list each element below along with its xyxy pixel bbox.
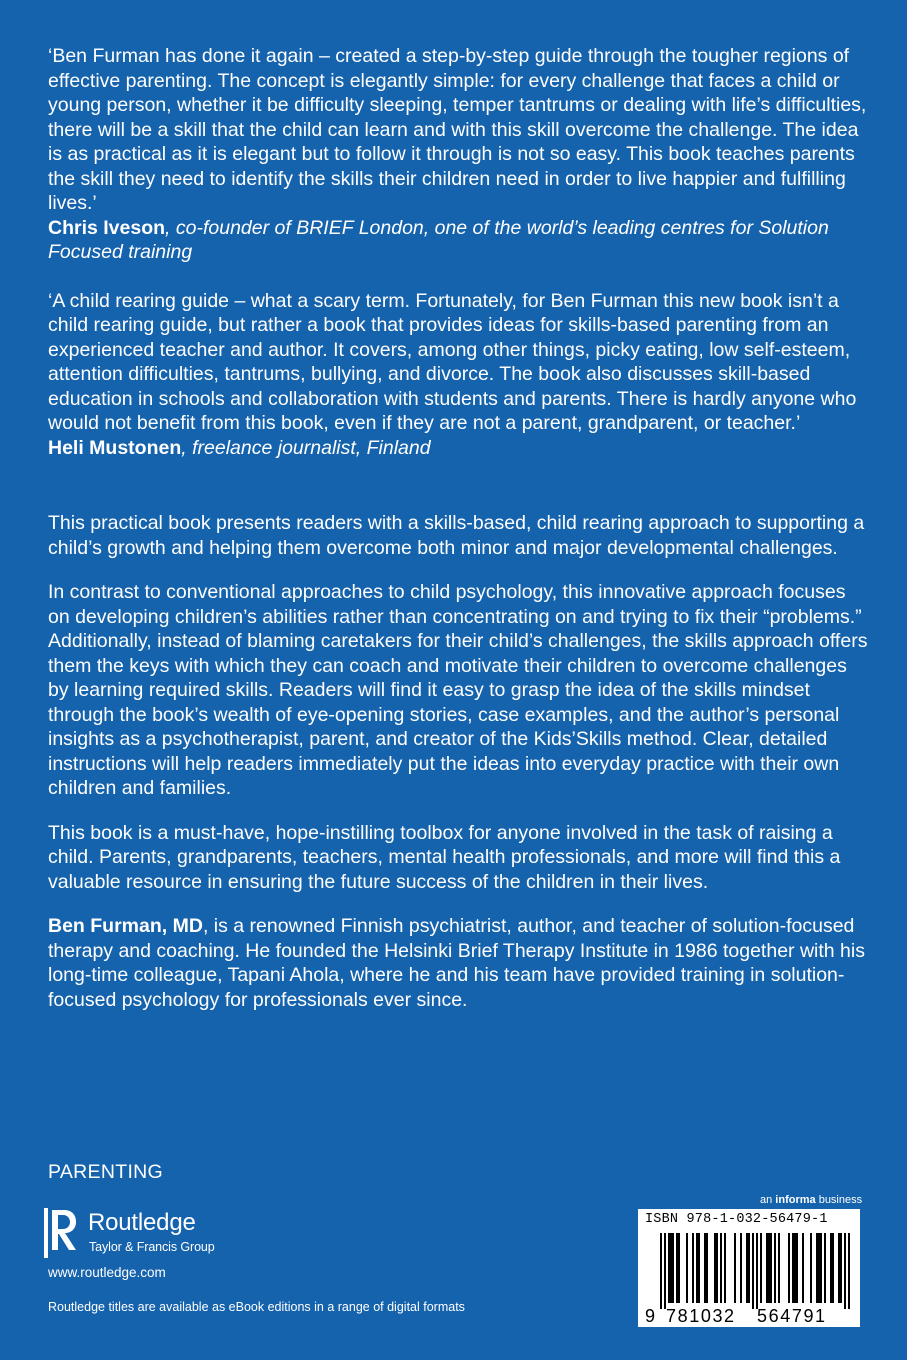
barcode-bar — [802, 1233, 804, 1303]
barcode-bar — [660, 1233, 662, 1309]
barcode-bar — [820, 1233, 822, 1303]
informa-brand: informa — [775, 1194, 816, 1206]
description-paragraph-3: This book is a must-have, hope-instilling toolbox for anyone involved in the task of raising a child. Parents, grandparents, teachers, mental health professionals, and more will find this a valuable resource in ensuring the future success of the children in their lives. — [48, 821, 841, 893]
barcode-bar — [844, 1233, 846, 1309]
barcode-bar — [696, 1233, 698, 1303]
barcode-bar — [768, 1233, 770, 1303]
barcode-bar — [734, 1233, 736, 1303]
barcode-bar — [818, 1233, 820, 1303]
barcode-bar — [672, 1233, 674, 1303]
endorsement-1-affiliation: , co-founder of BRIEF London, one of the world’s leading centres for Solution Focused training — [48, 216, 829, 263]
barcode-bar — [664, 1233, 666, 1309]
barcode-bar — [686, 1233, 688, 1303]
barcode-bar — [698, 1233, 700, 1303]
description-paragraph-1: This practical book presents readers with a skills-based, child rearing approach to supporting a child’s growth and helping them overcome both minor and major developmental challenges. — [48, 512, 865, 559]
endorsement-2-author: Heli Mustonen — [48, 436, 182, 459]
barcode-bar — [796, 1233, 798, 1303]
author-name: Ben Furman, MD — [48, 915, 203, 937]
endorsement-1-author: Chris Iveson — [48, 216, 166, 239]
publisher-logo — [38, 1206, 298, 1266]
barcode-bar — [740, 1233, 742, 1303]
ean-left-group: 781032 — [666, 1306, 736, 1326]
cover-text — [48, 44, 868, 1032]
barcode-bar — [788, 1233, 790, 1303]
barcode-bar — [720, 1233, 722, 1303]
publisher-url[interactable]: www.routledge.com — [48, 1265, 166, 1280]
endorsement-1-text: ‘Ben Furman has done it again – created a step-by-step guide through the tougher regions of effective parenting. The concept is elegantly simple: for every challenge that faces a child or young person, whether it be difficulty sleeping, temper tantrums or dealing with life’s difficulties, there will be a skill that the child can learn and with this skill overcome the challenge. The idea is as practical as it is elegant but to follow it through is not so easy. This book teaches parents the skill they need to identify the skills their children need in order to live happier and fulfilling lives.’ — [48, 45, 867, 214]
barcode-bar — [704, 1233, 706, 1303]
barcode-bar — [756, 1233, 758, 1309]
barcode-bar — [716, 1233, 718, 1303]
description-paragraph-2: In contrast to conventional approaches to child psychology, this innovative approach focuses on developing children’s abilities rather than concentrating on and trying to fix their “problems.” Additionally, instead of blaming caretakers for their child’s challenges, the skills approach offers them the keys with which they can coach and motivate their children to overcome challenges by learning required skills. Readers will find it easy to grasp the idea of the skills mindset through the book’s wealth of eye-opening stories, case examples, and the author’s personal insights as a psychotherapist, parent, and creator of the Kids’Skills method. Clear, detailed instructions will help readers immediately put the ideas into everyday practice with their own children and families. — [48, 581, 868, 799]
endorsement-2 — [48, 289, 868, 461]
barcode-bar — [746, 1233, 748, 1303]
barcode-bar — [668, 1233, 670, 1303]
informa-tagline: an informa business — [760, 1194, 863, 1206]
ean-right-group: 564791 — [757, 1306, 827, 1326]
author-bio-text: , is a renowned Finnish psychiatrist, author, and teacher of solution-focused therapy and coaching. He founded the Helsinki Brief Therapy Institute in 1986 together with his long-time colleague, Tapani Ahola, where he and his team have provided training in solution-focused psychology for professionals ever since. — [48, 915, 865, 1011]
barcode-bar — [678, 1233, 680, 1303]
barcode-bar — [778, 1233, 780, 1303]
barcode-bar — [830, 1233, 832, 1303]
barcode-bar — [810, 1233, 812, 1303]
category-label: PARENTING — [48, 1161, 164, 1183]
publisher-name: Routledge — [88, 1209, 196, 1236]
endorsement-2-text: ‘A child rearing guide – what a scary term. Fortunately, for Ben Furman this new book isn’t a child rearing guide, but rather a book that provides ideas for skills-based parenting from an experienced teacher and author. It covers, among other things, picky eating, low self-esteem, attention difficulties, tantrums, bullying, and divorce. The book also discusses skill-based education in schools and collaboration with students and parents. There is hardly anyone who would not benefit from this book, even if they are not a parent, grandparent, or teacher.’ — [48, 289, 857, 434]
barcode-bar — [832, 1233, 834, 1303]
barcode-bar — [816, 1233, 818, 1303]
barcode-bar — [724, 1233, 726, 1303]
routledge-r-icon — [38, 1206, 82, 1262]
barcode-bar — [774, 1233, 776, 1303]
barcode-bar — [706, 1233, 708, 1303]
barcode-bar — [692, 1233, 694, 1303]
publisher-group: Taylor & Francis Group — [89, 1240, 215, 1254]
ean-first-digit: 9 — [645, 1306, 656, 1326]
barcode-bar — [824, 1233, 826, 1303]
barcode-bar — [714, 1233, 716, 1303]
author-bio — [48, 914, 868, 1012]
isbn-barcode — [638, 1209, 860, 1327]
barcode-bar — [792, 1233, 794, 1303]
barcode-bar — [770, 1233, 772, 1303]
endorsement-2-affiliation: , freelance journalist, Finland — [181, 436, 431, 459]
barcode-bar — [676, 1233, 678, 1303]
barcode-bar — [838, 1233, 840, 1303]
barcode-bar — [748, 1233, 750, 1303]
barcode-bar — [840, 1233, 842, 1303]
barcode-bar — [752, 1233, 754, 1309]
barcode-bar — [670, 1233, 672, 1303]
endorsement-1 — [48, 44, 868, 265]
barcode-bar — [848, 1233, 850, 1309]
barcode-bar — [794, 1233, 796, 1303]
isbn-label: ISBN 978-1-032-56479-1 — [645, 1212, 828, 1227]
ebook-note: Routledge titles are available as eBook editions in a range of digital formats — [48, 1300, 465, 1314]
barcode-bar — [760, 1233, 762, 1303]
barcode-bar — [766, 1233, 768, 1303]
